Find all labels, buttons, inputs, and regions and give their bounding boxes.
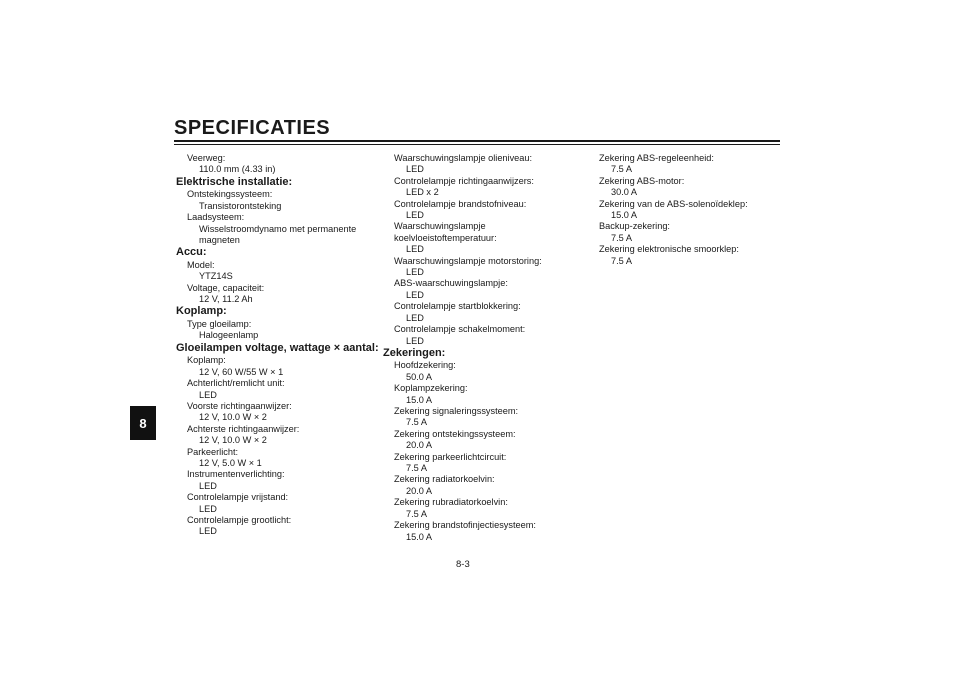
page-title: SPECIFICATIES <box>174 117 331 139</box>
spec-value: 30.0 A <box>611 187 638 198</box>
spec-value: 12 V, 60 W/55 W × 1 <box>199 366 284 377</box>
section-heading: Zekeringen: <box>383 346 446 359</box>
spec-value: LED <box>406 244 424 255</box>
spec-value: 12 V, 11.2 Ah <box>199 294 253 305</box>
section-heading: Accu: <box>176 246 207 259</box>
spec-label: Zekering brandstofinjectiesysteem: <box>394 520 536 531</box>
spec-label: Koplamp: <box>187 355 226 366</box>
section-heading: Elektrische installatie: <box>176 175 293 188</box>
title-rule-thick <box>174 140 780 142</box>
section-heading: Koplamp: <box>176 305 227 318</box>
spec-label: Ontstekingssysteem: <box>187 189 273 200</box>
spec-value: 20.0 A <box>406 485 433 496</box>
spec-label: Laadsysteem: <box>187 212 245 223</box>
spec-label: Controlelampje brandstofniveau: <box>394 198 527 209</box>
spec-label: Achterste richtingaanwijzer: <box>187 423 300 434</box>
spec-label: Voltage, capaciteit: <box>187 282 265 293</box>
spec-value: LED <box>406 335 424 346</box>
spec-label: Voorste richtingaanwijzer: <box>187 400 292 411</box>
chapter-tab-label: 8 <box>139 415 147 431</box>
spec-value: LED <box>406 210 424 221</box>
spec-value: 15.0 A <box>611 210 638 221</box>
spec-label: Controlelampje grootlicht: <box>187 514 292 525</box>
spec-value: 12 V, 10.0 W × 2 <box>199 412 267 423</box>
spec-column-1 <box>176 153 379 538</box>
spec-label: Zekering ABS-regeleenheid: <box>599 153 714 163</box>
spec-label: Zekering van de ABS-solenoïdeklep: <box>599 198 748 209</box>
spec-label: Controlelampje startblokkering: <box>394 301 521 312</box>
spec-label: Koplampzekering: <box>394 383 468 394</box>
spec-label: Veerweg: <box>187 153 226 163</box>
spec-label: Backup-zekering: <box>599 221 670 232</box>
spec-value: LED <box>199 480 217 491</box>
spec-value: Transistorontsteking <box>199 200 282 211</box>
spec-value: 7.5 A <box>406 508 427 519</box>
spec-value: LED <box>199 526 217 537</box>
spec-label: Waarschuwingslampje <box>394 221 486 232</box>
spec-value: magneten <box>199 234 240 245</box>
spec-label: Controlelampje richtingaanwijzers: <box>394 175 534 186</box>
spec-value: Halogeenlamp <box>199 330 259 341</box>
spec-value: 15.0 A <box>406 394 433 405</box>
spec-value: 110.0 mm (4.33 in) <box>199 164 276 175</box>
spec-label: Type gloeilamp: <box>187 318 252 329</box>
spec-value: Wisselstroomdynamo met permanente <box>199 223 357 234</box>
spec-value: 15.0 A <box>406 531 433 542</box>
spec-label: Zekering signaleringssysteem: <box>394 406 519 417</box>
spec-label: Hoofdzekering: <box>394 360 456 371</box>
spec-label: Zekering parkeerlichtcircuit: <box>394 451 507 462</box>
spec-value: LED <box>406 164 424 175</box>
spec-value: 20.0 A <box>406 440 433 451</box>
spec-label: Zekering radiatorkoelvin: <box>394 474 495 485</box>
spec-label: Zekering ABS-motor: <box>599 175 685 186</box>
spec-label: Controlelampje schakelmoment: <box>394 324 526 335</box>
spec-label: Zekering elektronische smoorklep: <box>599 244 739 255</box>
spec-value: LED <box>406 267 424 278</box>
spec-value: LED <box>406 289 424 300</box>
spec-label: Parkeerlicht: <box>187 446 239 457</box>
spec-label: Instrumentenverlichting: <box>187 469 285 480</box>
spec-value: LED <box>406 312 424 323</box>
spec-value: 7.5 A <box>406 463 427 474</box>
spec-value: LED x 2 <box>406 187 439 198</box>
spec-label: Waarschuwingslampje motorstoring: <box>394 255 542 266</box>
spec-label: koelvloeistoftemperatuur: <box>394 232 497 243</box>
spec-column-3 <box>588 153 778 267</box>
spec-label: Zekering rubradiatorkoelvin: <box>394 497 508 508</box>
spec-label: Achterlicht/remlicht unit: <box>187 378 285 389</box>
spec-label: Zekering ontstekingssysteem: <box>394 428 516 439</box>
section-heading: Gloeilampen voltage, wattage × aantal: <box>176 341 379 354</box>
spec-value: 12 V, 5.0 W × 1 <box>199 457 262 468</box>
spec-value: 7.5 A <box>611 232 632 243</box>
spec-value: 12 V, 10.0 W × 2 <box>199 435 267 446</box>
spec-column-2 <box>383 153 583 543</box>
chapter-tab <box>130 406 156 440</box>
spec-value: 7.5 A <box>611 255 632 266</box>
page-number: 8-3 <box>456 559 470 570</box>
spec-label: ABS-waarschuwingslampje: <box>394 278 508 289</box>
spec-label: Waarschuwingslampje olieniveau: <box>394 153 533 163</box>
spec-label: Controlelampje vrijstand: <box>187 492 289 503</box>
spec-value: 7.5 A <box>406 417 427 428</box>
spec-value: 50.0 A <box>406 371 433 382</box>
spec-value: 7.5 A <box>611 164 632 175</box>
spec-value: LED <box>199 389 217 400</box>
spec-value: YTZ14S <box>199 271 233 282</box>
title-rule-thin <box>174 144 780 145</box>
spec-label: Model: <box>187 259 215 270</box>
spec-value: LED <box>199 503 217 514</box>
